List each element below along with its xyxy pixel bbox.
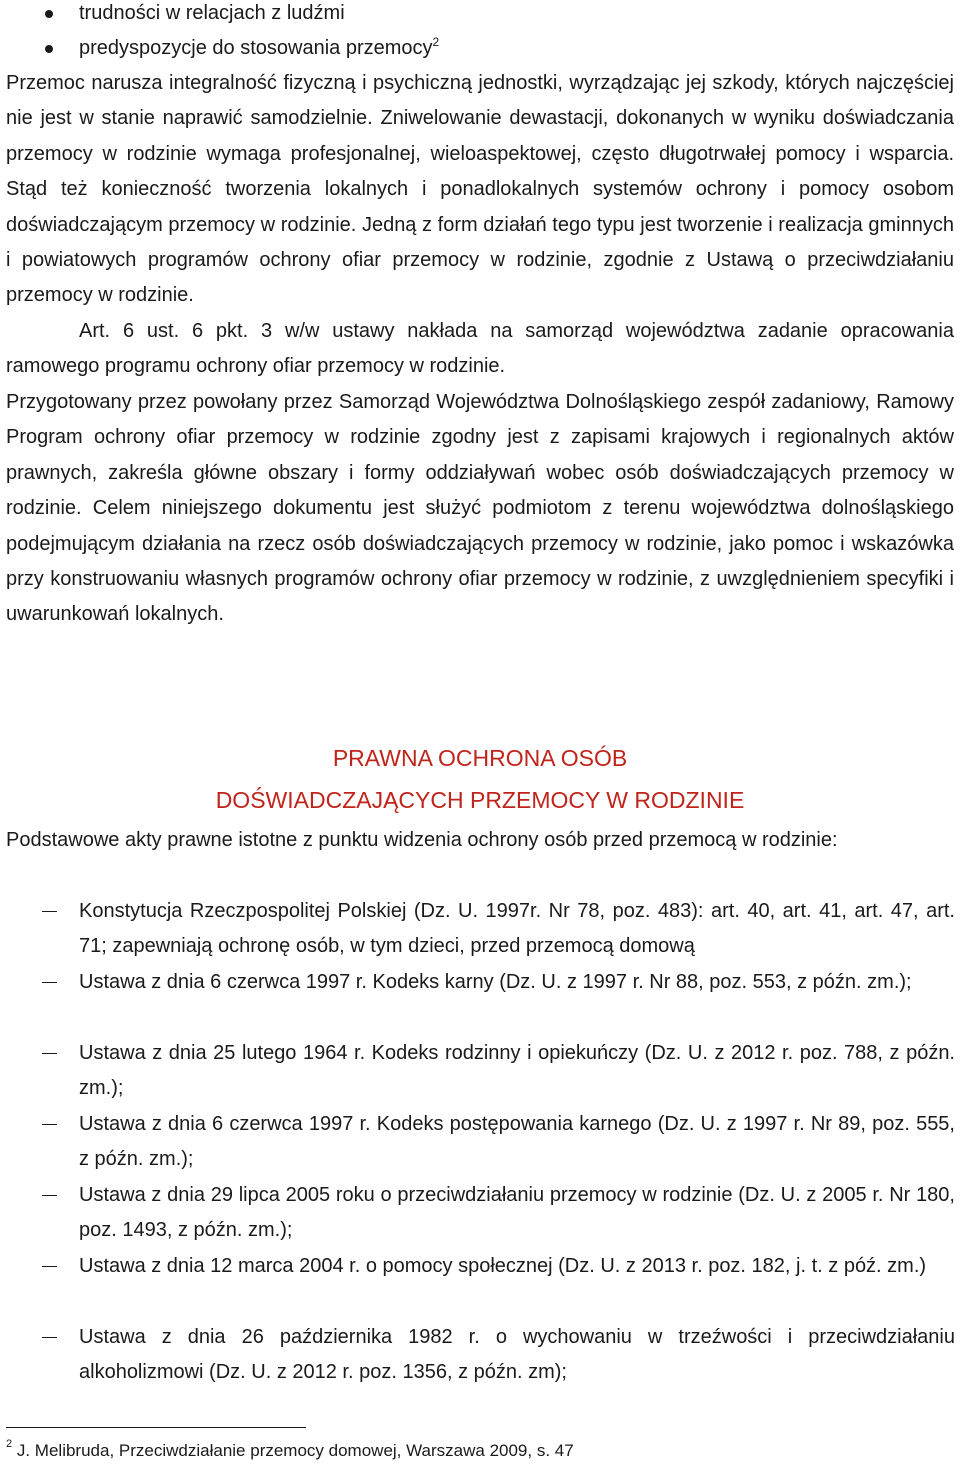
paragraph-violence: Przemoc narusza integralność fizyczną i psychiczną jednostki, wyrządzając jej szkody, których najczęściej nie jest w stanie naprawić samodzielnie. Zniwelowanie dewastacji, dokonanych w wyniku doświadczania przemocy w rodzinie wymaga profesjonalnej, wieloaspektowej, często długotrwałej pomocy i wsparcia. Stąd też konieczność tworzenia lokalnych i ponadlokalnych systemów ochrony i pomocy osobom doświadczającym przemocy w rodzinie. Jedną z form działań tego typu jest tworzenie i realizacja gminnych i powiatowych programów ochrony ofiar przemocy w rodzinie, zgodnie z Ustawą o przeciwdziałaniu przemocy w rodzinie.: [6, 72, 954, 307]
legal-act-text: Ustawa z dnia 25 lutego 1964 r. Kodeks rodzinny i opiekuńczy (Dz. U. z 2012 r. poz. 788, z późn. zm.);: [79, 1042, 955, 1100]
section-heading-line1: PRAWNA OCHRONA OSÓB: [332, 745, 628, 771]
dash-bullet-icon: [42, 1195, 57, 1196]
bullet-icon: [45, 10, 53, 18]
bullet-text: predyspozycje do stosowania przemocy: [79, 37, 433, 59]
bullet-text: trudności w relacjach z ludźmi: [79, 2, 345, 24]
footnote-reference: 2: [432, 35, 440, 49]
section-heading-line2: DOŚWIADCZAJĄCYCH PRZEMOCY W RODZINIE: [215, 787, 745, 813]
footnote-divider: [6, 1427, 306, 1428]
bullet-icon: [45, 45, 53, 53]
intro-paragraph: Podstawowe akty prawne istotne z punktu widzenia ochrony osób przed przemocą w rodzinie:: [6, 829, 838, 851]
legal-act-text: Ustawa z dnia 6 czerwca 1997 r. Kodeks karny (Dz. U. z 1997 r. Nr 88, poz. 553, z późn. zm.);: [79, 971, 912, 993]
dash-bullet-icon: [42, 1337, 57, 1338]
bullet-item: [0, 31, 960, 66]
dash-bullet-icon: [42, 982, 57, 983]
paragraph-article: [6, 314, 954, 385]
paragraph-article-text: Art. 6 ust. 6 pkt. 3 w/w ustawy nakłada na samorząd województwa zadanie opracowania ramowego programu ochrony ofiar przemocy w rodzinie.: [6, 320, 954, 378]
dash-bullet-icon: [42, 1053, 57, 1054]
legal-act-text: Ustawa z dnia 26 października 1982 r. o wychowaniu w trzeźwości i przeciwdziałaniu alkoholizmowi (Dz. U. z 2012 r. poz. 1356, z późn. zm);: [79, 1326, 955, 1384]
footnote-text: J. Melibruda, Przeciwdziałanie przemocy domowej, Warszawa 2009, s. 47: [16, 1441, 574, 1460]
legal-act-text: Konstytucja Rzeczpospolitej Polskiej (Dz. U. 1997r. Nr 78, poz. 483): art. 40, art. 41, art. 47, art. 71; zapewniają ochronę osób, w tym dzieci, przed przemocą domową: [79, 900, 955, 958]
paragraph-program: Przygotowany przez powołany przez Samorząd Województwa Dolnośląskiego zespół zadaniowy, Ramowy Program ochrony ofiar przemocy w rodzinie zgodny jest z zapisami krajowych i regionalnych aktów prawnych, zakreśla główne obszary i formy oddziaływań wobec osób doświadczających przemocy w rodzinie. Celem niniejszego dokumentu jest służyć podmiotom z terenu województwa dolnośląskiego podejmującym działania na rzecz osób doświadczających przemocy w rodzinie, jako pomoc i wskazówka przy konstruowaniu własnych programów ochrony ofiar przemocy w rodzinie, z uwzględnieniem specyfiki i uwarunkowań lokalnych.: [6, 391, 954, 626]
legal-act-text: Ustawa z dnia 12 marca 2004 r. o pomocy społecznej (Dz. U. z 2013 r. poz. 182, j. t. z póź. zm.): [79, 1255, 927, 1277]
legal-act-text: Ustawa z dnia 6 czerwca 1997 r. Kodeks postępowania karnego (Dz. U. z 1997 r. Nr 89, poz. 555, z późn. zm.);: [79, 1113, 955, 1171]
dash-bullet-icon: [42, 1266, 57, 1267]
legal-act-text: Ustawa z dnia 29 lipca 2005 roku o przeciwdziałaniu przemocy w rodzinie (Dz. U. z 2005 r. Nr 180, poz. 1493, z późn. zm.);: [79, 1184, 955, 1242]
footnote-number: 2: [6, 1438, 13, 1450]
dash-bullet-icon: [42, 911, 57, 912]
dash-bullet-icon: [42, 1124, 57, 1125]
bullet-item: [0, 0, 960, 31]
footnote: [6, 1437, 574, 1465]
